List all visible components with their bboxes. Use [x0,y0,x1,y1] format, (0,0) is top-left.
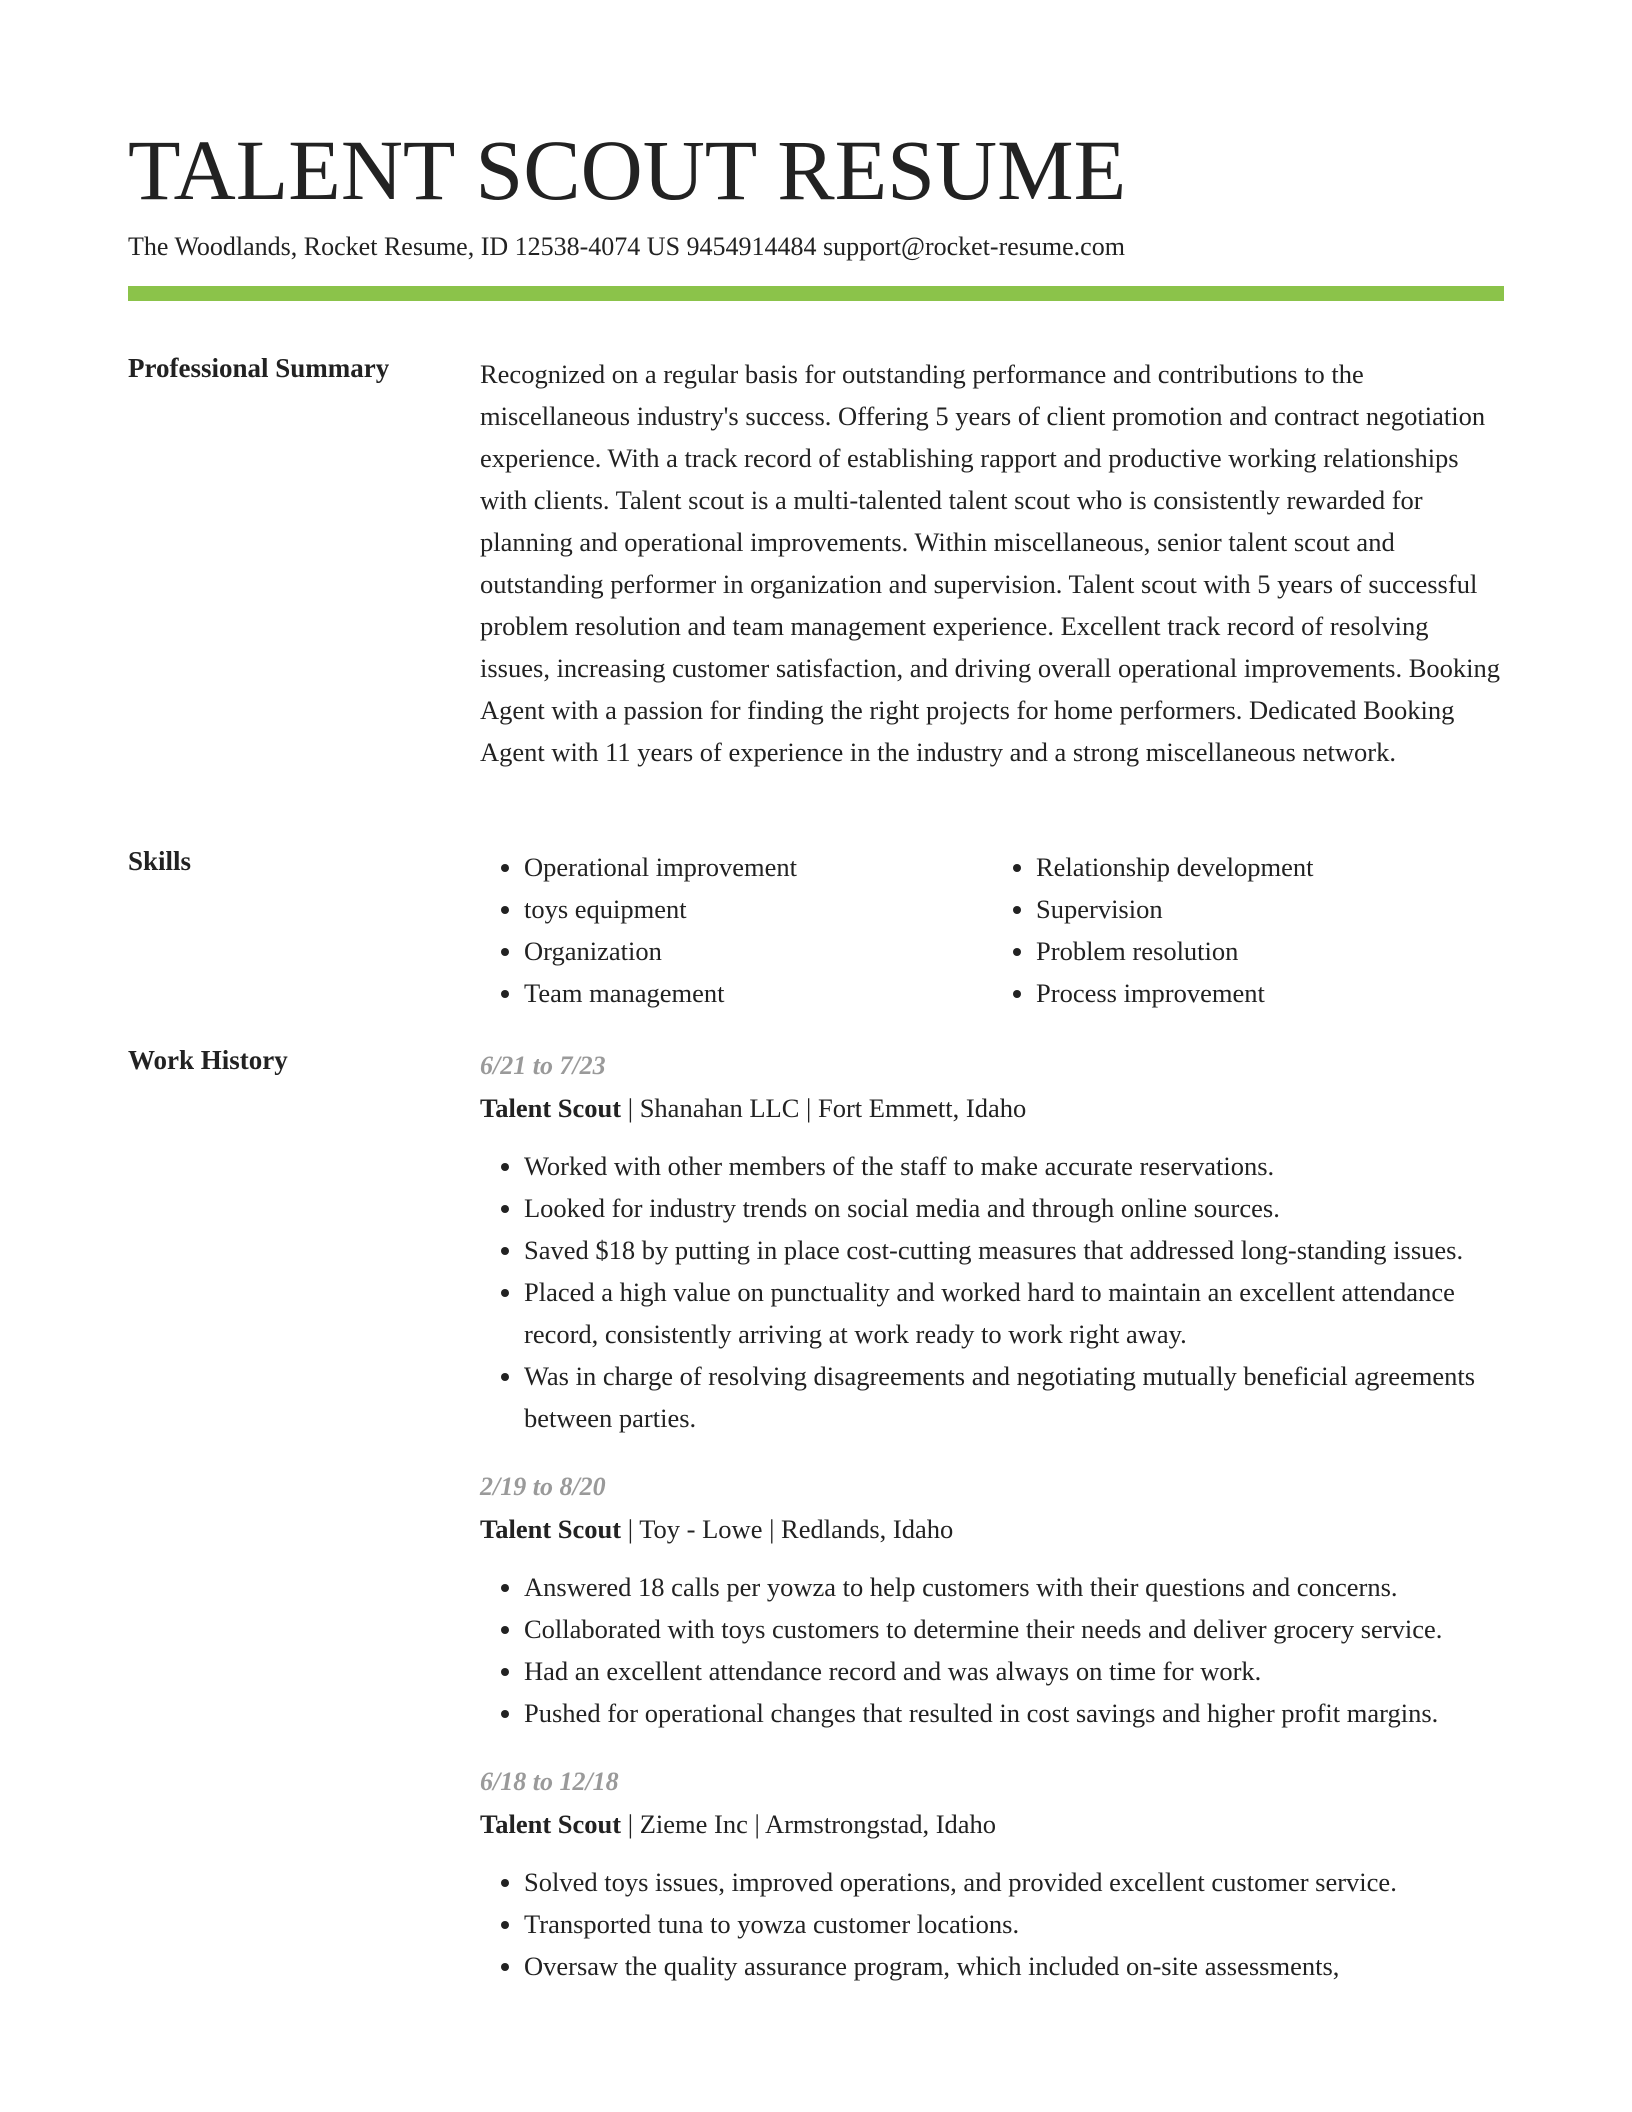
job-bullet: • Saved $18 by putting in place cost-cutting measures that addressed long-standing issues. [524,1229,1504,1271]
header-divider [128,286,1504,301]
job-bullet: • Collaborated with toys customers to determine their needs and deliver grocery service. [524,1608,1504,1650]
job-dates: 6/21 to 7/23 [480,1051,606,1080]
job-dates: 2/19 to 8/20 [480,1472,606,1501]
job-bullets [480,1861,1504,1987]
job-dates: 6/18 to 12/18 [480,1767,619,1796]
job-bullet: • Was in charge of resolving disagreements and negotiating mutually beneficial agreements between parties. [524,1355,1504,1439]
skills-grid [480,846,1504,1014]
summary-text: Recognized on a regular basis for outstanding performance and contributions to the miscellaneous industry's success. Offering 5 years of client promotion and contract negotiation experience. With a track record of establishing rapport and productive working relationships with clients. Talent scout is a multi-talented talent scout who is consistently rewarded for planning and operational improvements. Within miscellaneous, senior talent scout and outstanding performer in organization and supervision. Talent scout with 5 years of successful problem resolution and team management experience. Excellent track record of resolving issues, increasing customer satisfaction, and driving overall operational improvements. Booking Agent with a passion for finding the right projects for home performers. Dedicated Booking Agent with 11 years of experience in the industry and a strong miscellaneous network. [480,359,1501,767]
skill-item: • Process improvement [1036,972,1504,1014]
job-heading [480,1803,1504,1845]
job-bullet: • Pushed for operational changes that resulted in cost savings and higher profit margins. [524,1692,1504,1734]
job-bullet: • Looked for industry trends on social media and through online sources. [524,1187,1504,1229]
skill-item: • Organization [524,930,992,972]
job-entry [480,1045,1504,1439]
summary-body [480,353,1504,773]
job-location: Fort Emmett, Idaho [817,1093,1027,1123]
job-bullet: • Worked with other members of the staff to make accurate reservations. [524,1145,1504,1187]
job-bullet: • Answered 18 calls per yowza to help customers with their questions and concerns. [524,1566,1504,1608]
job-bullet: • Oversaw the quality assurance program, which included on-site assessments, [524,1945,1504,1987]
skill-item: • Supervision [1036,888,1504,930]
job-location: Redlands, Idaho [781,1514,954,1544]
job-bullets [480,1566,1504,1734]
job-heading [480,1508,1504,1550]
job-bullet: • Solved toys issues, improved operations, and provided excellent customer service. [524,1861,1504,1903]
skill-item: • Operational improvement [524,846,992,888]
page-title: TALENT SCOUT RESUME [128,122,1127,218]
job-heading [480,1087,1504,1129]
skill-item: • Relationship development [1036,846,1504,888]
job-company: Zieme Inc [639,1809,748,1839]
section-label-skills: Skills [128,846,192,876]
job-separator: | [621,1809,640,1839]
section-label-summary: Professional Summary [128,353,390,383]
job-entry [480,1761,1504,1987]
job-company: Shanahan LLC [639,1093,800,1123]
job-title: Talent Scout [480,1514,622,1544]
skill-item: • Team management [524,972,992,1014]
job-title: Talent Scout [480,1809,622,1839]
job-bullets [480,1145,1504,1439]
job-title: Talent Scout [480,1093,622,1123]
skills-list-left [480,846,992,1014]
job-separator: | [747,1809,765,1839]
job-bullet: • Placed a high value on punctuality and worked hard to maintain an excellent attendance record, consistently arriving at work ready to work right away. [524,1271,1504,1355]
job-separator: | [762,1514,782,1544]
skills-body [480,846,1504,1014]
work-history-body [480,1045,1504,2014]
contact-line: The Woodlands, Rocket Resume, ID 12538-4074 US 9454914484 support@rocket-resume.com [128,232,1125,261]
job-entry [480,1466,1504,1734]
job-bullet: • Transported tuna to yowza customer locations. [524,1903,1504,1945]
job-company: Toy - Lowe [639,1514,763,1544]
job-location: Armstrongstad, Idaho [764,1809,997,1839]
section-label-work-history: Work History [128,1045,288,1075]
skill-item: • Problem resolution [1036,930,1504,972]
job-separator: | [799,1093,818,1123]
job-separator: | [621,1093,640,1123]
skills-list-right [992,846,1504,1014]
job-separator: | [621,1514,640,1544]
job-bullet: • Had an excellent attendance record and was always on time for work. [524,1650,1504,1692]
skill-item: • toys equipment [524,888,992,930]
